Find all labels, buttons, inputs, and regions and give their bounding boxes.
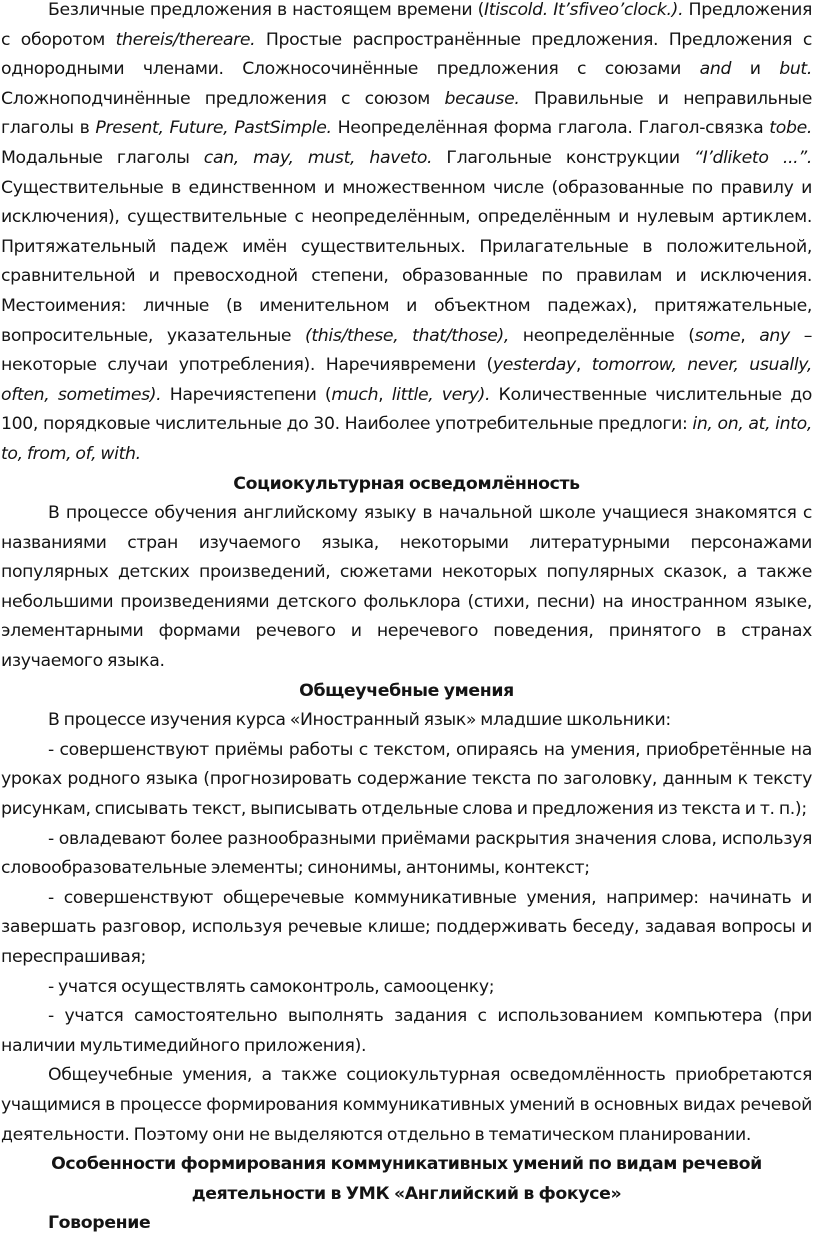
list-item: - учатся самостоятельно выполнять задания с использованием компьютера (при наличии мультимедийного приложения). [1,1006,812,1056]
english-example: thereis/thereare. [115,29,256,50]
text-span: , [740,325,760,346]
text-span: – некоторые случаи употребления). Наречиявремени ( [1,325,812,376]
sociocultural-paragraph: В процессе обучения английскому языку в начальной школе учащиеся знакомятся с названиями стран изучаемого языка, некоторыми литературными персонажами популярных детских произведений, сюжетами некоторых популярных сказок, а также небольшими произведениями детского фольклора (стихи, песни) на иностранном языке, элементарными формами речевого и неречевого поведения, принятого в странах изучаемого языка. [1,503,812,672]
english-example: (this/these, that/those), [304,325,510,346]
english-example: in, on, at, into, to, from, of, with. [1,414,812,464]
english-example: Itiscold. It’sfiveo’clock.). [484,0,684,20]
text-span: Наречиястепени ( [161,384,332,405]
english-example: much [331,384,379,405]
section-heading-features-line1: Особенности формирования коммуникативных умений по видам речевой [51,1154,762,1175]
list-item: - овладевают более разнообразными приёмами раскрытия значения слова, используя словообразовательные элементы; синонимы, антонимы, контекст; [1,828,812,879]
grammar-paragraph [1,0,812,470]
english-example: because. [444,88,520,109]
list-item: - учатся осуществлять самоконтроль, самооценку; [48,976,495,997]
section-heading-features-line2: деятельности в УМК «Английский в фокусе» [191,1183,622,1204]
text-span: Сложноподчинённые предложения с союзом [1,88,445,109]
text-span: Глагольные конструкции [432,147,694,168]
section-heading-general-skills: Общеучебные умения [299,680,514,701]
text-span: Неопределённая форма глагола. Глагол-связка [331,118,770,139]
english-example: tomorrow, never, usually, often, sometimes). [1,355,812,405]
list-item: - совершенствуют приёмы работы с текстом, опираясь на умения, приобретённые на уроках родного языка (прогнозировать содержание текста по заголовку, данным к тексту рисункам, списывать текст, выписывать отдельные слова и предложения из текста и т. п.); [1,739,812,820]
english-example: and [699,59,732,80]
text-span: , [575,355,592,376]
english-example: some [694,325,741,346]
english-example: Present, Future, PastSimple. [95,118,332,139]
text-span: и [731,59,780,80]
subsection-heading-speaking: Говорение [48,1213,151,1234]
text-span: Правильные и неправильные глаголы в [1,88,813,139]
english-example: little, very). [391,384,491,405]
conclusion-paragraph: Общеучебные умения, а также социокультурная осведомлённость приобретаются учащимися в процессе формирования коммуникативных умений в основных видах речевой деятельности. Поэтому они не выделяются отдельно в тематическом планировании. [1,1065,812,1145]
section-heading-sociocultural: Социокультурная осведомлённость [233,473,580,494]
text-span: Простые распространённые предложения. Предложения с однородными членами. Сложносочинённые предложения с союзами [1,29,812,80]
text-span: Количественные числительные до 100, порядковые числительные до 30. Наиболее употребительные предлоги: [1,384,813,435]
english-example: can, may, must, haveto. [203,147,433,168]
text-span: Безличные предложения в настоящем времени ( [48,0,485,20]
text-span: неопределённые ( [509,325,695,346]
english-example: but. [779,59,812,80]
english-example: yesterday [492,355,576,376]
text-span: Предложения с оборотом [1,0,812,50]
english-example: tobe. [769,118,812,139]
intro-paragraph: В процессе изучения курса «Иностранный язык» младшие школьники: [48,710,671,731]
english-example: “I’dliketo ...”. [693,147,812,168]
english-example: any [759,325,790,346]
text-span: Существительные в единственном и множественном числе (образованные по правилу и исключения), существительные с неопределённым, определённым и нулевым артиклем. Притяжательный падеж имён существительных. Прилагательные в положительной, сравнительной и превосходной степени, образованные по правилам и исключения. Местоимения: личные (в именительном и объектном падежах), притяжательные, вопросительные, указательные [1,177,812,346]
text-span: Модальные глаголы [1,147,204,168]
text-span: , [378,384,392,405]
list-item: - совершенствуют общеречевые коммуникативные умения, например: начинать и завершать разговор, используя речевые клише; поддерживать беседу, задавая вопросы и переспрашивая; [1,887,812,967]
